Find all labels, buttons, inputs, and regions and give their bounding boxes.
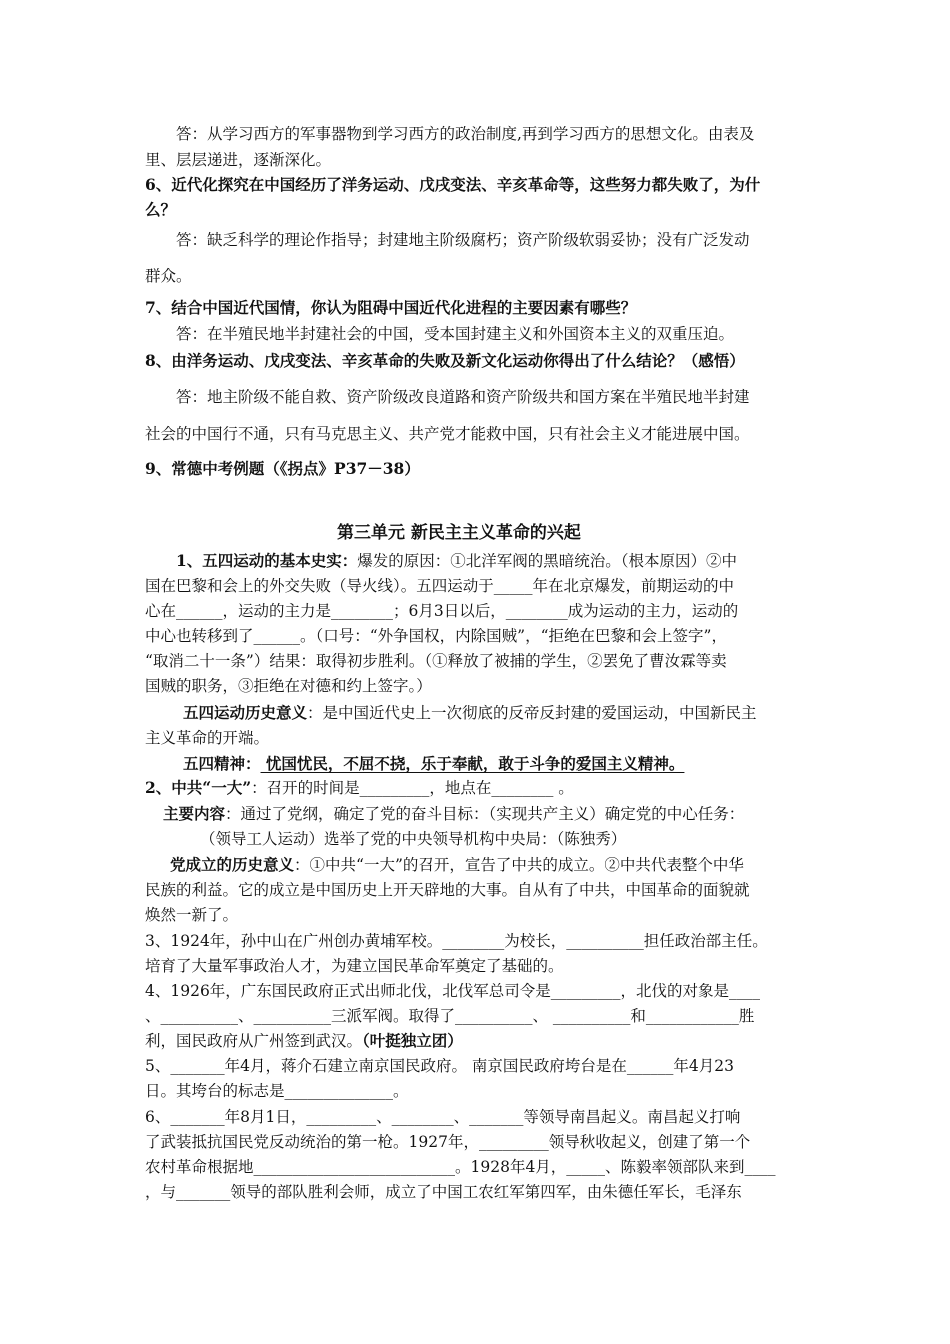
item-1-line-5: “取消二十一条”）结果：取得初步胜利。（①释放了被捕的学生，②罢免了曹汝霖等卖 [145, 652, 727, 670]
question-9: 9、常德中考例题（《拐点》P37－38） [145, 459, 420, 478]
main-content-line-2: （领导工人运动）选举了党的中央领导机构中央局：（陈独秀） [200, 830, 627, 848]
main-content-text: ：通过了党纲，确定了党的奋斗目标：（实现共产主义）确定党的中心任务： [225, 805, 745, 823]
item-4-text: 利，国民政府从广州签到武汉。 [145, 1032, 363, 1050]
spirit-colon: ： [245, 754, 261, 773]
item-1-text: 爆发的原因：①北洋军阀的黑暗统治。（根本原因）②中 [357, 552, 738, 570]
item-3-line-2: 培育了大量军事政治人才，为建立国民革命军奠定了基础的。 [145, 957, 564, 975]
item-1-heading: 1、五四运动的基本史实： [176, 551, 358, 570]
significance-heading: 五四运动历史意义 [183, 703, 308, 722]
item-6-line-4: ，与_______领导的部队胜利会师，成立了中国工农红军第四军，由朱德任军长，毛泽东 [145, 1183, 742, 1201]
main-content-heading: 主要内容 [163, 804, 226, 823]
item-2-text: ：召开的时间是_________，地点在________ 。 [251, 779, 574, 797]
question-8: 8、由洋务运动、戊戌变法、辛亥革命的失败及新文化运动你得出了什么结论？（感悟） [145, 351, 745, 370]
party-significance-line-1 [170, 855, 744, 875]
party-significance-heading: 党成立的历史意义 [170, 855, 295, 874]
item-5-line-1: 5、_______年4月，蒋介石建立南京国民政府。 南京国民政府垮台是在______年4月23 [145, 1057, 734, 1075]
item-1-line-1 [176, 551, 737, 571]
answer-5-line-1: 答：从学习西方的军事器物到学习西方的政治制度,再到学习西方的思想文化。由表及 [176, 125, 755, 143]
item-4-line-2: 、__________、__________三派军阀。取得了__________、 __________和____________胜 [145, 1007, 755, 1025]
item-2-heading: 2、中共“一大” [145, 778, 252, 797]
item-1-line-6: 国贼的职务，③拒绝在对德和约上签字。） [145, 677, 432, 695]
answer-5-line-2: 里、层层递进，逐渐深化。 [145, 151, 332, 169]
main-content-line-1 [163, 804, 744, 824]
party-significance-line-3: 焕然一新了。 [145, 906, 239, 924]
significance-line-1 [183, 703, 757, 723]
item-2-line [145, 778, 574, 798]
party-significance-line-2: 民族的利益。它的成立是中国历史上开天辟地的大事。自从有了中共，中国革命的面貌就 [145, 881, 750, 899]
question-6-line-1: 6、近代化探究在中国经历了洋务运动、戊戌变法、辛亥革命等，这些努力都失败了，为什 [145, 175, 761, 194]
answer-7: 答：在半殖民地半封建社会的中国，受本国封建主义和外国资本主义的双重压迫。 [176, 325, 735, 343]
question-7: 7、结合中国近代国情，你认为阻碍中国近代化进程的主要因素有哪些？ [145, 298, 637, 317]
item-6-line-2: 了武装抵抗国民党反动统治的第一枪。1927年，_________领导秋收起义，创建了第一个 [145, 1133, 751, 1151]
significance-text: ：是中国近代史上一次彻底的反帝反封建的爱国运动，中国新民主 [307, 704, 757, 722]
spirit-line [183, 754, 684, 774]
item-5-line-2: 日。其垮台的标志是______________。 [145, 1082, 409, 1100]
item-6-line-1: 6、_______年8月1日，_________、________、_______等领导南昌起义。南昌起义打响 [145, 1108, 741, 1126]
answer-6-line-2: 群众。 [145, 267, 192, 285]
spirit-heading: 五四精神 [183, 754, 246, 773]
item-3-line-1: 3、1924年，孙中山在广州创办黄埔军校。________为校长，__________担任政治部主任。 [145, 932, 768, 950]
unit-title: 第三单元 新民主主义革命的兴起 [337, 523, 581, 543]
question-6-line-2: 么？ [145, 200, 177, 219]
item-4-note: （叶挺独立团） [362, 1031, 463, 1050]
spirit-text: 忧国忧民，不屈不挠，乐于奉献，敢于斗争的爱国主义精神。 [260, 754, 685, 773]
item-1-line-4: 中心也转移到了______。（口号：“外争国权，内除国贼”，“拒绝在巴黎和会上签字”， [145, 627, 727, 645]
item-1-line-3: 心在______，运动的主力是________；6月3日以后，________成为运动的主力，运动的 [145, 602, 739, 620]
item-1-line-2: 国在巴黎和会上的外交失败（导火线）。五四运动于_____年在北京爆发，前期运动的中 [145, 577, 735, 595]
significance-line-2: 主义革命的开端。 [145, 729, 270, 747]
answer-6-line-1: 答：缺乏科学的理论作指导；封建地主阶级腐朽；资产阶级软弱妥协；没有广泛发动 [176, 231, 750, 249]
party-significance-text: ：①中共“一大”的召开，宣告了中共的成立。②中共代表整个中华 [294, 856, 744, 874]
answer-8-line-2: 社会的中国行不通，只有马克思主义、共产党才能救中国，只有社会主义才能进展中国。 [145, 425, 750, 443]
item-4-line-3 [145, 1031, 463, 1051]
item-4-line-1: 4、1926年，广东国民政府正式出师北伐，北伐军总司令是_________，北伐的对象是____ [145, 982, 761, 1000]
answer-8-line-1: 答：地主阶级不能自救、资产阶级改良道路和资产阶级共和国方案在半殖民地半封建 [176, 388, 750, 406]
item-6-line-3: 农村革命根据地__________________________。1928年4月，_____、陈毅率领部队来到____ [145, 1158, 776, 1176]
